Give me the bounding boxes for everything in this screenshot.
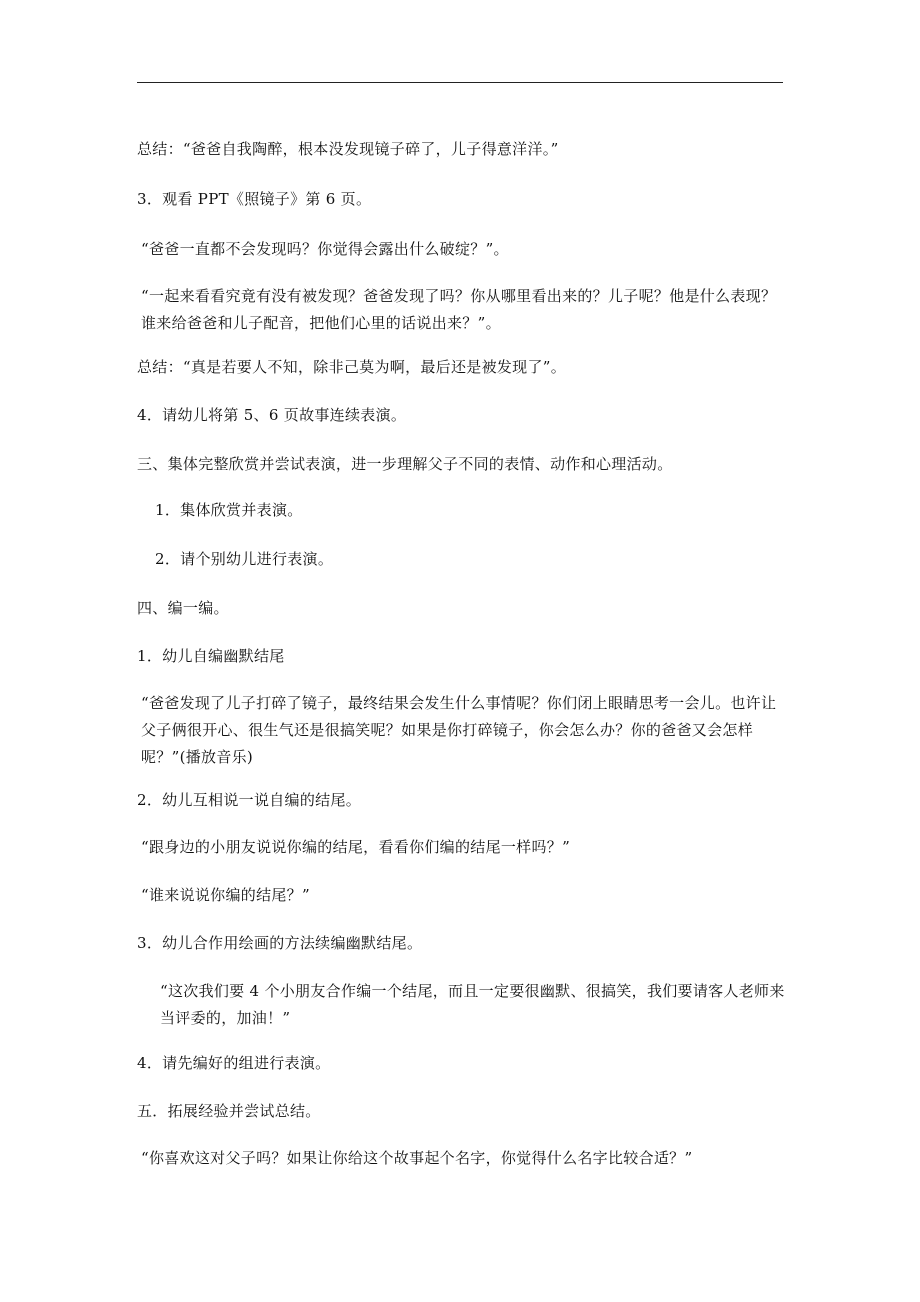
question-paragraph-7: “你喜欢这对父子吗？如果让你给这个故事起个名字，你觉得什么名字比较合适？”: [141, 1149, 693, 1167]
sub-step-3: 3．幼儿合作用绘画的方法续编幽默结尾。: [137, 934, 423, 952]
section-5-heading: 五．拓展经验并尝试总结。: [137, 1102, 321, 1120]
section-4-heading: 四、编一编。: [137, 599, 229, 617]
question-paragraph-5: “谁来说说你编的结尾？”: [141, 886, 310, 904]
sub-step-4: 4．请先编好的组进行表演。: [137, 1054, 331, 1072]
question-paragraph-3: “爸爸发现了儿子打碎了镜子，最终结果会发生什么事情呢？你们闭上眼睛思考一会儿。也许让父子俩很开心、很生气还是很搞笑呢？如果是你打碎镜子，你会怎么办？你的爸爸又会怎样呢？”(播放音乐): [141, 694, 777, 766]
question-paragraph-1: “爸爸一直都不会发现吗？你觉得会露出什么破绽？”。: [141, 240, 509, 258]
section-3-heading: 三、集体完整欣赏并尝试表演，进一步理解父子不同的表情、动作和心理活动。: [137, 455, 673, 473]
list-item-2: 2．请个别幼儿进行表演。: [155, 550, 334, 568]
summary-paragraph-1: 总结：“爸爸自我陶醉，根本没发现镜子碎了，儿子得意洋洋。”: [137, 140, 559, 158]
step-3-heading: 3．观看 PPT《照镜子》第 6 页。: [137, 190, 372, 208]
list-item-1: 1．集体欣赏并表演。: [155, 501, 303, 519]
sub-step-2: 2．幼儿互相说一说自编的结尾。: [137, 791, 362, 809]
question-paragraph-6: “这次我们要 4 个小朋友合作编一个结尾，而且一定要很幽默、很搞笑，我们要请客人老师来当评委的，加油！”: [160, 982, 785, 1027]
sub-step-1: 1．幼儿自编幽默结尾: [137, 647, 285, 665]
header-rule: [137, 82, 783, 83]
step-4-heading: 4．请幼儿将第 5、6 页故事连续表演。: [137, 406, 407, 424]
summary-paragraph-2: 总结：“真是若要人不知，除非己莫为啊，最后还是被发现了”。: [137, 358, 567, 376]
question-paragraph-2: “一起来看看究竟有没有被发现？爸爸发现了吗？你从哪里看出来的？儿子呢？他是什么表现？谁来给爸爸和儿子配音，把他们心里的话说出来？”。: [141, 287, 777, 332]
question-paragraph-4: “跟身边的小朋友说说你编的结尾，看看你们编的结尾一样吗？”: [141, 838, 571, 856]
